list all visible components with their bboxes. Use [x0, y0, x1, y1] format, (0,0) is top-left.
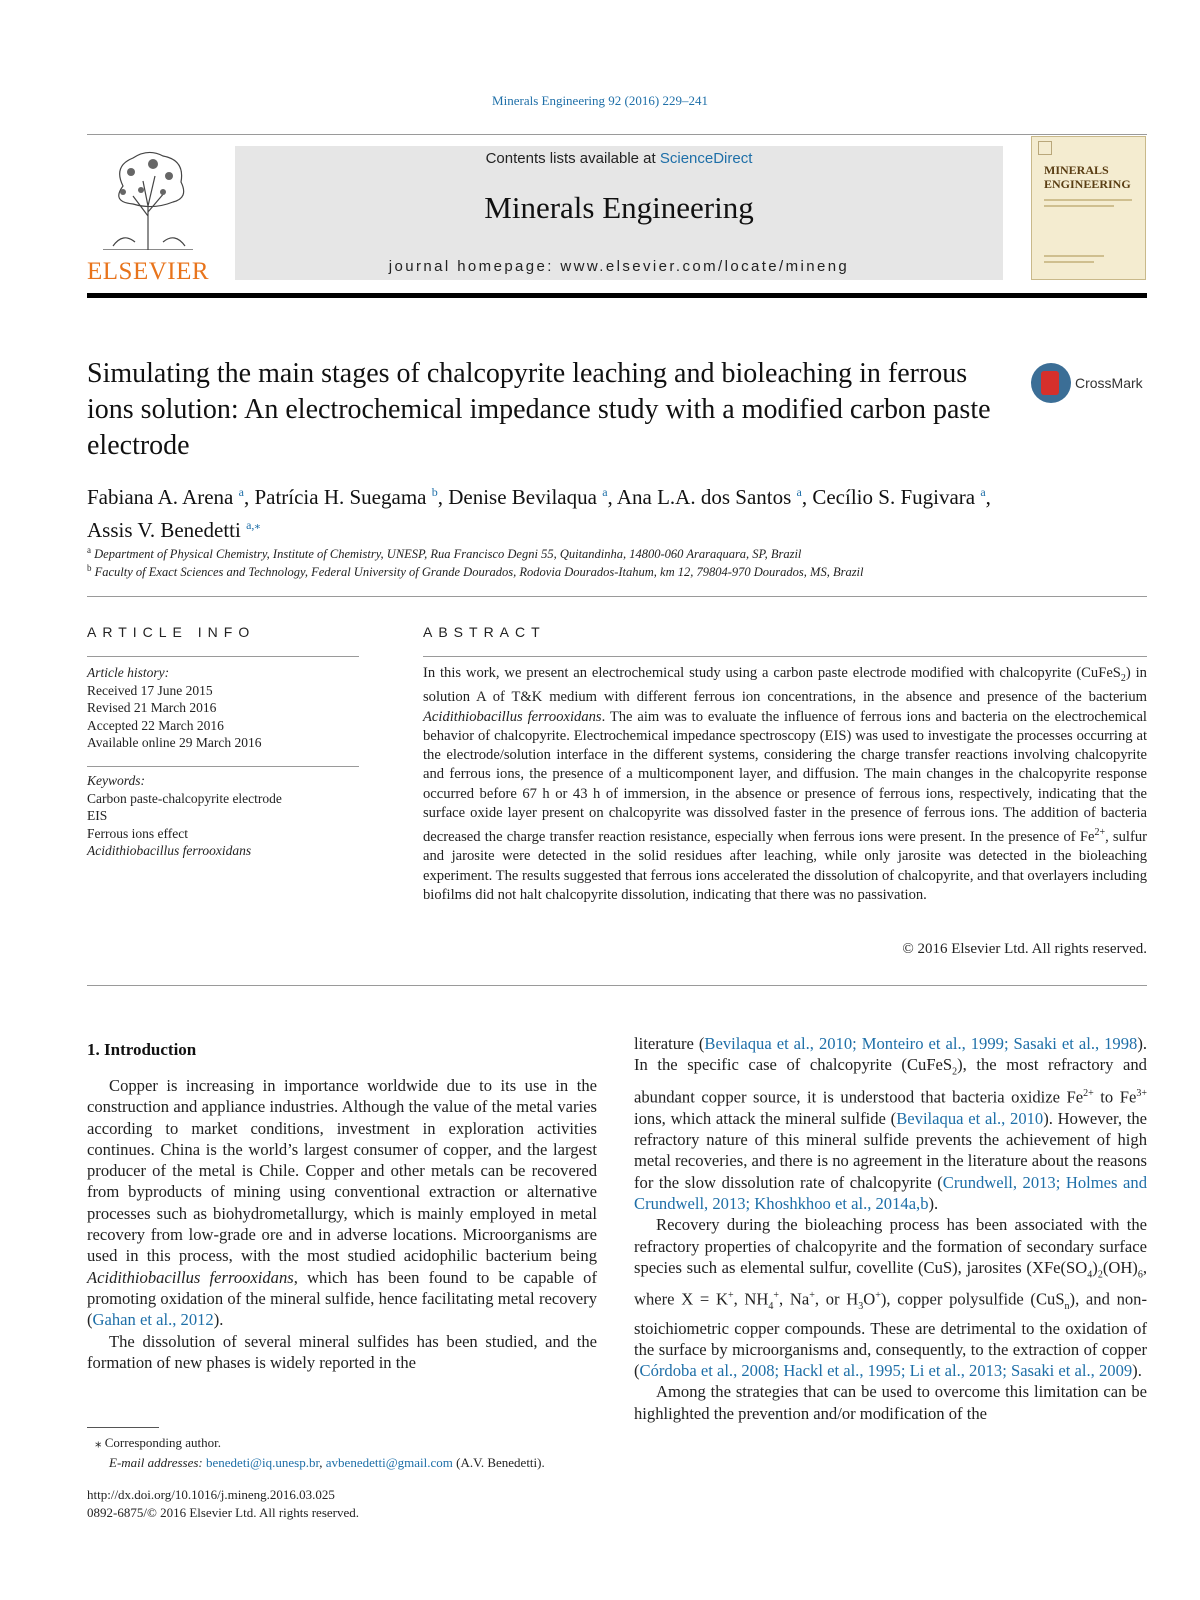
doi-link[interactable]: http://dx.doi.org/10.1016/j.mineng.2016.03.025	[87, 1487, 335, 1502]
cover-title: MINERALS ENGINEERING	[1044, 163, 1131, 191]
abstract-rule	[423, 656, 1147, 657]
author-affiliation-mark[interactable]: a	[602, 485, 608, 499]
citation-link[interactable]: Bevilaqua et al., 2010; Monteiro et al., 1999; Sasaki et al., 1998	[704, 1034, 1138, 1053]
contents-prefix: Contents lists available at	[485, 150, 660, 167]
corresponding-author-note: ⁎ Corresponding author.	[95, 1435, 222, 1450]
elsevier-logo[interactable]	[87, 146, 210, 285]
cover-logo-icon	[1038, 141, 1052, 155]
issn-line: 0892-6875/© 2016 Elsevier Ltd. All rights reserved.	[87, 1505, 359, 1520]
paragraph: literature (Bevilaqua et al., 2010; Monteiro et al., 1999; Sasaki et al., 1998). In the specific case of chalcopyrite (CuFeS$_2$), the most refractory and abundant copper source, it is understood that bacteria oxidize $Fe^{2+}$ to $Fe^{3+}$ ions, which attack the mineral sulfide (Bevilaqua et al., 2010). However, the refractory nature of this mineral sulfide prevents the achievement of high metal recoveries, and there is no agreement in the literature about the reasons for the slow dissolution rate of chalcopyrite (Crundwell, 2013; Holmes and Crundwell, 2013; Khoshkhoo et al., 2014a,b).	[634, 1034, 1148, 1213]
cover-line	[1044, 205, 1114, 207]
citation-link[interactable]: Córdoba et al., 2008; Hackl et al., 1995; Li et al., 2013; Sasaki et al., 2009	[639, 1361, 1133, 1381]
history-item: Accepted 22 March 2016	[87, 717, 224, 733]
journal-banner	[235, 146, 1003, 280]
keywords-rule	[87, 766, 359, 767]
author-name[interactable]: Patrícia H. Suegama	[254, 485, 427, 509]
keyword-item: EIS	[87, 808, 108, 823]
section-rule	[87, 596, 1147, 597]
affiliation-text: Department of Physical Chemistry, Institute of Chemistry, UNESP, Rua Francisco Degni 55, Quitandinha, 14800-060 Araraquara, SP, Brazil	[94, 547, 802, 562]
author-name[interactable]: Ana L.A. dos Santos	[616, 485, 792, 509]
email-owner: (A.V. Benedetti).	[456, 1455, 545, 1470]
keyword-item: Ferrous ions effect	[87, 825, 188, 841]
email-label: E-mail addresses:	[109, 1455, 203, 1470]
article-info-rule	[87, 656, 359, 657]
section-rule	[87, 985, 1147, 986]
author-affiliation-mark[interactable]: a	[238, 485, 244, 499]
history-item: Available online 29 March 2016	[87, 735, 262, 750]
tree-icon	[93, 146, 203, 250]
abstract-heading: ABSTRACT	[423, 624, 546, 640]
author-name[interactable]: Denise Bevilaqua	[448, 485, 597, 509]
body-column-left	[87, 1075, 597, 1373]
journal-citation[interactable]: Minerals Engineering 92 (2016) 229–241	[492, 93, 708, 108]
crossmark-badge[interactable]	[1031, 363, 1149, 407]
paragraph: Copper is increasing in importance worldwide due to its use in the construction and appliance industries. Although the value of the metal varies according to market conditions, investment in exploration activities continues. China is the world’s largest consumer of copper, and the largest producer of the metal is Chile. Copper and other metals can be recovered from byproducts of mining using conventional extraction or alternative processes such as biohydrometallurgy, which is mainly employed in metal recovery from low-grade ore and in adverse locations. Microorganisms are used in this process, with the most studied acidophilic bacterium being Acidithiobacillus ferrooxidans, which has been found to be capable of promoting oxidation of the mineral sulfide, hence facilitating metal recovery (Gahan et al., 2012).	[87, 1076, 598, 1330]
affiliation-mark: b	[87, 563, 92, 573]
cover-line	[1044, 261, 1094, 263]
paragraph: Recovery during the bioleaching process has been associated with the refractory properties of chalcopyrite and the formation of secondary surface species such as elemental sulfur, covellite (CuS), jarosites ($XFe(SO_4)_2(OH)_6$, where X = K+, $NH_4^+$, Na+, or $H_3O^+$), copper polysulfide (CuS$_n$), and non-stoichiometric copper compounds. These are detrimental to the oxidation of the surface by microorganisms and, consequently, to the extraction of copper (Córdoba et al., 2008; Hackl et al., 1995; Li et al., 2013; Sasaki et al., 2009).	[634, 1215, 1147, 1381]
article-title: Simulating the main stages of chalcopyrite leaching and bioleaching in ferrous ions solution: An electrochemical impedance study with a modified carbon paste electrode	[87, 358, 991, 461]
email-link[interactable]: avbenedetti@gmail.com	[325, 1455, 453, 1470]
citation-link[interactable]: Crundwell, 2013; Holmes and Crundwell, 2013; Khoshkhoo et al., 2014a,b	[634, 1172, 1147, 1213]
author-affiliation-mark[interactable]: a	[980, 485, 986, 499]
journal-homepage[interactable]: journal homepage: www.elsevier.com/locate/mineng	[388, 258, 850, 275]
author-list: Fabiana A. Arena $^a$, Patrícia H. Suegama $^b$, Denise Bevilaqua $^a$, Ana L.A. dos Santos $^a$, Cecílio S. Fugivara $^a$, Assis V. Benedetti $^{a,⁎}$	[87, 485, 991, 542]
email-link[interactable]: benedeti@iq.unesp.br	[206, 1455, 320, 1470]
body-column-right	[634, 1033, 1147, 1424]
cover-line	[1044, 255, 1104, 257]
affiliation-text: Faculty of Exact Sciences and Technology, Federal University of Grande Dourados, Rodovia Dourados-Itahum, km 12, 79804-970 Dourados, MS, Brazil	[94, 565, 864, 580]
author-affiliation-mark[interactable]: a	[796, 485, 802, 499]
paragraph: The dissolution of several mineral sulfides has been studied, and the formation of new phases is widely reported in the	[87, 1331, 597, 1372]
email-footnote: E-mail addresses: benedeti@iq.unesp.br, avbenedetti@gmail.com (A.V. Benedetti).	[109, 1455, 545, 1470]
header-rule	[87, 134, 1147, 135]
journal-name: Minerals Engineering	[484, 190, 754, 225]
author-name[interactable]: Assis V. Benedetti	[87, 518, 241, 542]
publisher-logo-text: ELSEVIER	[87, 258, 210, 285]
contents-line	[235, 150, 1003, 167]
crossmark-bookmark-icon	[1041, 371, 1059, 395]
keywords-label: Keywords:	[87, 773, 145, 788]
journal-cover-thumbnail[interactable]	[1031, 136, 1146, 280]
author-name[interactable]: Cecílio S. Fugivara	[812, 485, 976, 509]
history-label: Article history:	[87, 665, 170, 680]
history-item: Revised 21 March 2016	[87, 700, 217, 715]
cover-line	[1044, 199, 1132, 201]
section-heading: 1. Introduction	[87, 1040, 197, 1059]
keywords	[87, 772, 359, 860]
footnote-rule	[87, 1427, 159, 1428]
author-affiliation-mark[interactable]: b	[431, 485, 438, 499]
abstract-text: In this work, we present an electrochemical study using a carbon paste electrode modified with chalcopyrite (CuFeS$_2$) in solution A of T&K medium with different ferrous ion concentrations, in the absence and presence of the bacterium Acidithiobacillus ferrooxidans. The aim was to evaluate the influence of ferrous ions and bacteria on the electrochemical behavior of chalcopyrite. Electrochemical impedance spectroscopy (EIS) was used to investigate the processes occurring at the electrode/solution interface in the different systems, considering the charge transfer reactions involving chalcopyrite and ferrous ions, the presence of a multicomponent layer, and diffusion. The main changes in the chalcopyrite response occurred before 67 h or 43 h of immersion, in the absence or presence of ferrous ions, respectively, indicating that the surface oxide layer present on chalcopyrite was dissolved faster in the presence of ferrous ions. The addition of bacteria decreased the charge transfer reaction resistance, especially when ferrous ions were present. In the presence of $Fe^{2+}$, sulfur and jarosite were detected in the solid residues after leaching, while only jarosite was detected in the bioleaching experiment. The results suggested that ferrous ions accelerated the dissolution of chalcopyrite, and that overlayers including biofilms did not halt chalcopyrite dissolution, indicating that there was no passivation.	[423, 665, 1147, 904]
history-item: Received 17 June 2015	[87, 682, 213, 698]
keyword-item: Carbon paste-chalcopyrite electrode	[87, 790, 282, 806]
crossmark-label: CrossMark	[1075, 375, 1143, 391]
article-history	[87, 664, 359, 752]
article-info-heading: ARTICLE INFO	[87, 624, 256, 640]
author-name[interactable]: Fabiana A. Arena	[87, 485, 234, 509]
keyword-item: Acidithiobacillus ferrooxidans	[87, 843, 252, 858]
affiliation-b	[87, 563, 1157, 580]
header-thick-rule	[87, 293, 1147, 298]
author-affiliation-mark[interactable]: a,⁎	[246, 518, 261, 532]
citation-link[interactable]: Gahan et al., 2012	[92, 1310, 214, 1330]
paragraph: Among the strategies that can be used to overcome this limitation can be highlighted the prevention and/or modification of the	[634, 1382, 1147, 1423]
affiliation-a	[87, 545, 1157, 562]
affiliation-mark: a	[87, 545, 91, 555]
copyright-notice: © 2016 Elsevier Ltd. All rights reserved.	[902, 941, 1147, 957]
sciencedirect-link[interactable]: ScienceDirect	[659, 150, 753, 167]
citation-link[interactable]: Bevilaqua et al., 2010	[896, 1108, 1044, 1128]
